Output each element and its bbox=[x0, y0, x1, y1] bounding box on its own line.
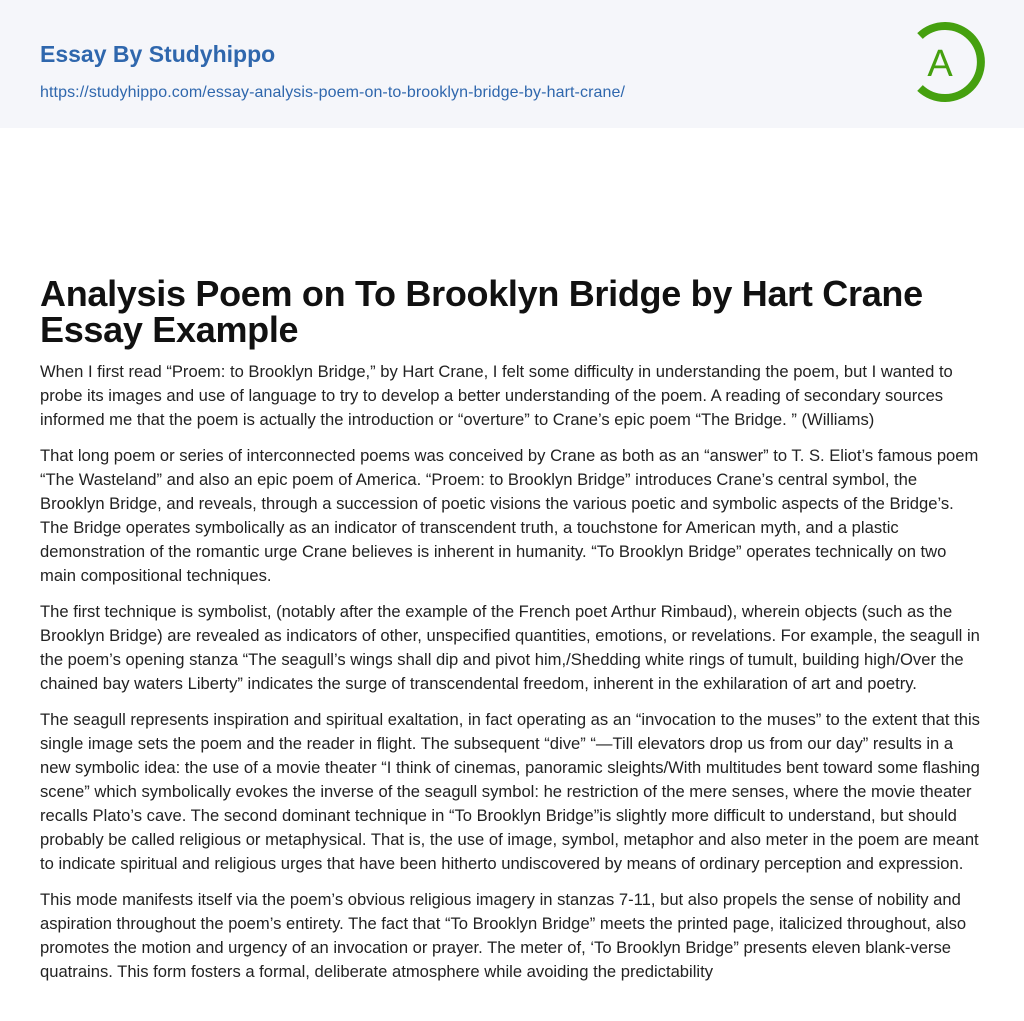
paragraph: When I first read “Proem: to Brooklyn Bridge,” by Hart Crane, I felt some difficulty in understanding the poem, but I wanted to probe its images and use of language to try to develop a better understanding of the poem. A reading of secondary sources informed me that the poem is actually the introduction or “overture” to Crane’s epic poem “The Bridge. ” (Williams) bbox=[40, 362, 953, 429]
paragraph: This mode manifests itself via the poem’s obvious religious imagery in stanzas 7-11, but also propels the sense of nobility and aspiration throughout the poem’s entirety. The fact that “To Brooklyn Bridge” meets the printed page, italicized throughout, also promotes the motion and urgency of an invocation or prayer. The meter of, ‘To Brooklyn Bridge” presents eleven blank-verse quatrains. This form fosters a formal, deliberate atmosphere while avoiding the predictability bbox=[40, 890, 967, 981]
site-header bbox=[0, 0, 1024, 128]
brand-name: Essay By Studyhippo bbox=[40, 41, 276, 67]
paragraph: The seagull represents inspiration and spiritual exaltation, in fact operating as an “invocation to the muses” to the extent that this single image sets the poem and the reader in flight. The subsequent “dive” “—Till elevators drop us from our day” results in a new symbolic idea: the use of a movie theater “I think of cinemas, panoramic sleights/With multitudes bent toward some flashing scene” which symbolically evokes the inverse of the seagull symbol: he restriction of the mere senses, where the movie theater recalls Plato’s cave. The second dominant technique in “To Brooklyn Bridge”is slightly more difficult to understand, but should probably be called religious or metaphysical. That is, the use of image, symbol, metaphor and also meter in the poem are meant to indicate spiritual and religious urges that have been hitherto undiscovered by means of ordinary perception and expression. bbox=[40, 710, 980, 873]
essay-body bbox=[0, 348, 1024, 984]
paragraph: The first technique is symbolist, (notably after the example of the French poet Arthur Rimbaud), wherein objects (such as the Brooklyn Bridge) are revealed as indicators of other, unspecified quantities, emotions, or revelations. For example, the seagull in the poem’s opening stanza “The seagull’s wings shall dip and pivot him,/Shedding white rings of tumult, building high/Over the chained bay waters Liberty” indicates the surge of transcendental freedom, inherent in the exhilaration of art and poetry. bbox=[40, 602, 980, 693]
logo-letter: A bbox=[927, 43, 953, 85]
page-title: Analysis Poem on To Brooklyn Bridge by Hart Crane Essay Example bbox=[40, 273, 923, 350]
studyhippo-logo-icon[interactable] bbox=[903, 20, 987, 104]
source-url-link[interactable]: https://studyhippo.com/essay-analysis-poem-on-to-brooklyn-bridge-by-hart-crane/ bbox=[40, 84, 626, 101]
paragraph: That long poem or series of interconnected poems was conceived by Crane as both as an “answer” to T. S. Eliot’s famous poem “The Wasteland” and also an epic poem of America. “Proem: to Brooklyn Bridge” introduces Crane’s central symbol, the Brooklyn Bridge, and reveals, through a succession of poetic visions the various poetic and symbolic aspects of the Bridge’s. The Bridge operates symbolically as an indicator of transcendent truth, a touchstone for American myth, and a plastic demonstration of the romantic urge Crane believes is inherent in humanity. “To Brooklyn Bridge” operates technically on two main compositional techniques. bbox=[40, 446, 979, 585]
